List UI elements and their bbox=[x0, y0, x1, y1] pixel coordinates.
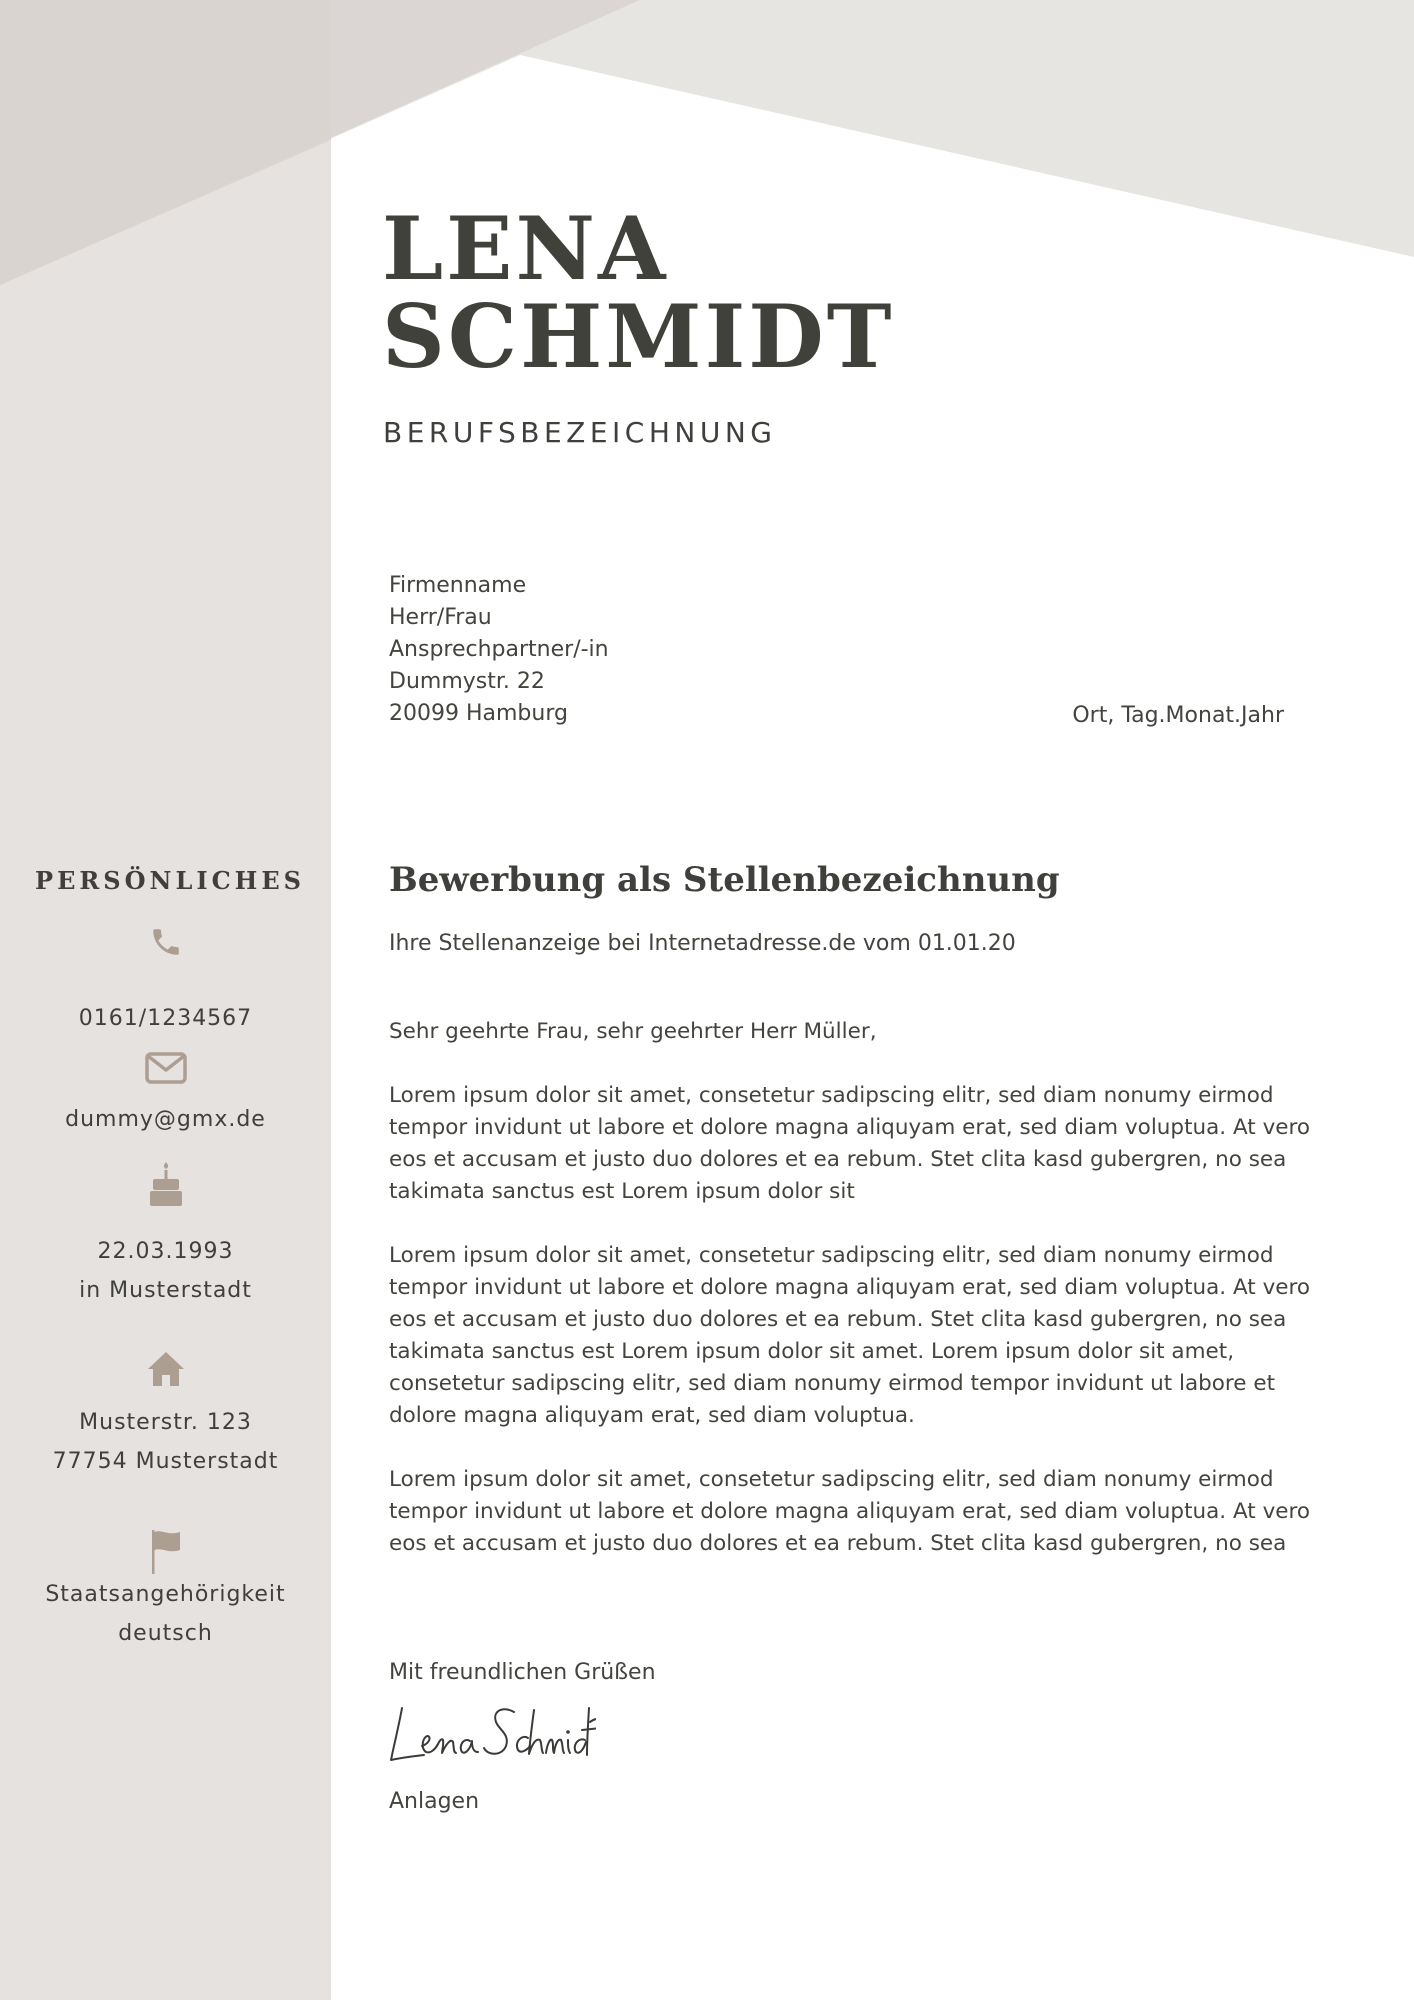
letter-body bbox=[389, 1016, 1314, 1592]
email-address: dummy@gmx.de bbox=[65, 1107, 266, 1132]
handwritten-signature bbox=[386, 1700, 596, 1770]
body-paragraph-3: Lorem ipsum dolor sit amet, consetetur sadipscing elitr, sed diam nonumy eirmod tempor invidunt ut labore et dolore magna aliquyam erat, sed diam voluptua. At vero eos et accusam et justo duo dolores et ea rebum. Stet clita kasd gubergren, no sea bbox=[389, 1467, 1311, 1556]
closing-formula: Mit freundlichen Grüßen bbox=[389, 1660, 656, 1685]
body-paragraph-1: Lorem ipsum dolor sit amet, consetetur sadipscing elitr, sed diam nonumy eirmod tempor invidunt ut labore et dolore magna aliquyam erat, sed diam voluptua. At vero eos et accusam et justo duo dolores et ea rebum. Stet clita kasd gubergren, no sea takimata sanctus est Lorem ipsum dolor sit bbox=[389, 1083, 1311, 1204]
first-name: LENA bbox=[382, 197, 669, 300]
phone-icon bbox=[0, 925, 331, 963]
recipient-contact: Ansprechpartner/-in bbox=[389, 637, 609, 662]
envelope-icon bbox=[0, 1051, 331, 1089]
attachments-note: Anlagen bbox=[389, 1789, 480, 1814]
salutation: Sehr geehrte Frau, sehr geehrter Herr Müller, bbox=[389, 1019, 877, 1044]
body-paragraph-2: Lorem ipsum dolor sit amet, consetetur sadipscing elitr, sed diam nonumy eirmod tempor invidunt ut labore et dolore magna aliquyam erat, sed diam voluptua. At vero eos et accusam et justo duo dolores et ea rebum. Stet clita kasd gubergren, no sea takimata sanctus est Lorem ipsum dolor sit amet. Lorem ipsum dolor sit amet, consetetur sadipscing elitr, sed diam nonumy eirmod tempor invidunt ut labore et dolore magna aliquyam erat, sed diam voluptua. bbox=[389, 1243, 1311, 1428]
last-name: SCHMIDT bbox=[382, 285, 895, 388]
recipient-city: 20099 Hamburg bbox=[389, 701, 568, 726]
place-date: Ort, Tag.Monat.Jahr bbox=[1072, 703, 1284, 728]
home-icon bbox=[0, 1350, 331, 1392]
recipient-company: Firmenname bbox=[389, 573, 527, 598]
nationality-value: deutsch bbox=[118, 1621, 213, 1646]
address-street: Musterstr. 123 bbox=[79, 1410, 252, 1435]
flag-icon bbox=[0, 1528, 331, 1580]
recipient-address bbox=[389, 570, 609, 730]
letter-subject: Bewerbung als Stellenbezeichnung bbox=[389, 860, 1060, 900]
nationality-label: Staatsangehörigkeit bbox=[45, 1582, 286, 1607]
recipient-street: Dummystr. 22 bbox=[389, 669, 545, 694]
job-ad-reference: Ihre Stellenanzeige bei Internetadresse.de vom 01.01.20 bbox=[389, 931, 1016, 956]
recipient-salutation: Herr/Frau bbox=[389, 605, 492, 630]
birth-date: 22.03.1993 bbox=[97, 1239, 234, 1264]
birthday-cake-icon bbox=[0, 1160, 331, 1214]
address-city: 77754 Musterstadt bbox=[52, 1449, 279, 1474]
applicant-name bbox=[382, 197, 895, 388]
job-title: BERUFSBEZEICHNUNG bbox=[383, 416, 777, 449]
birth-place: in Musterstadt bbox=[79, 1278, 252, 1303]
sidebar-heading: PERSÖNLICHES bbox=[35, 866, 305, 895]
phone-number: 0161/1234567 bbox=[78, 1006, 253, 1031]
